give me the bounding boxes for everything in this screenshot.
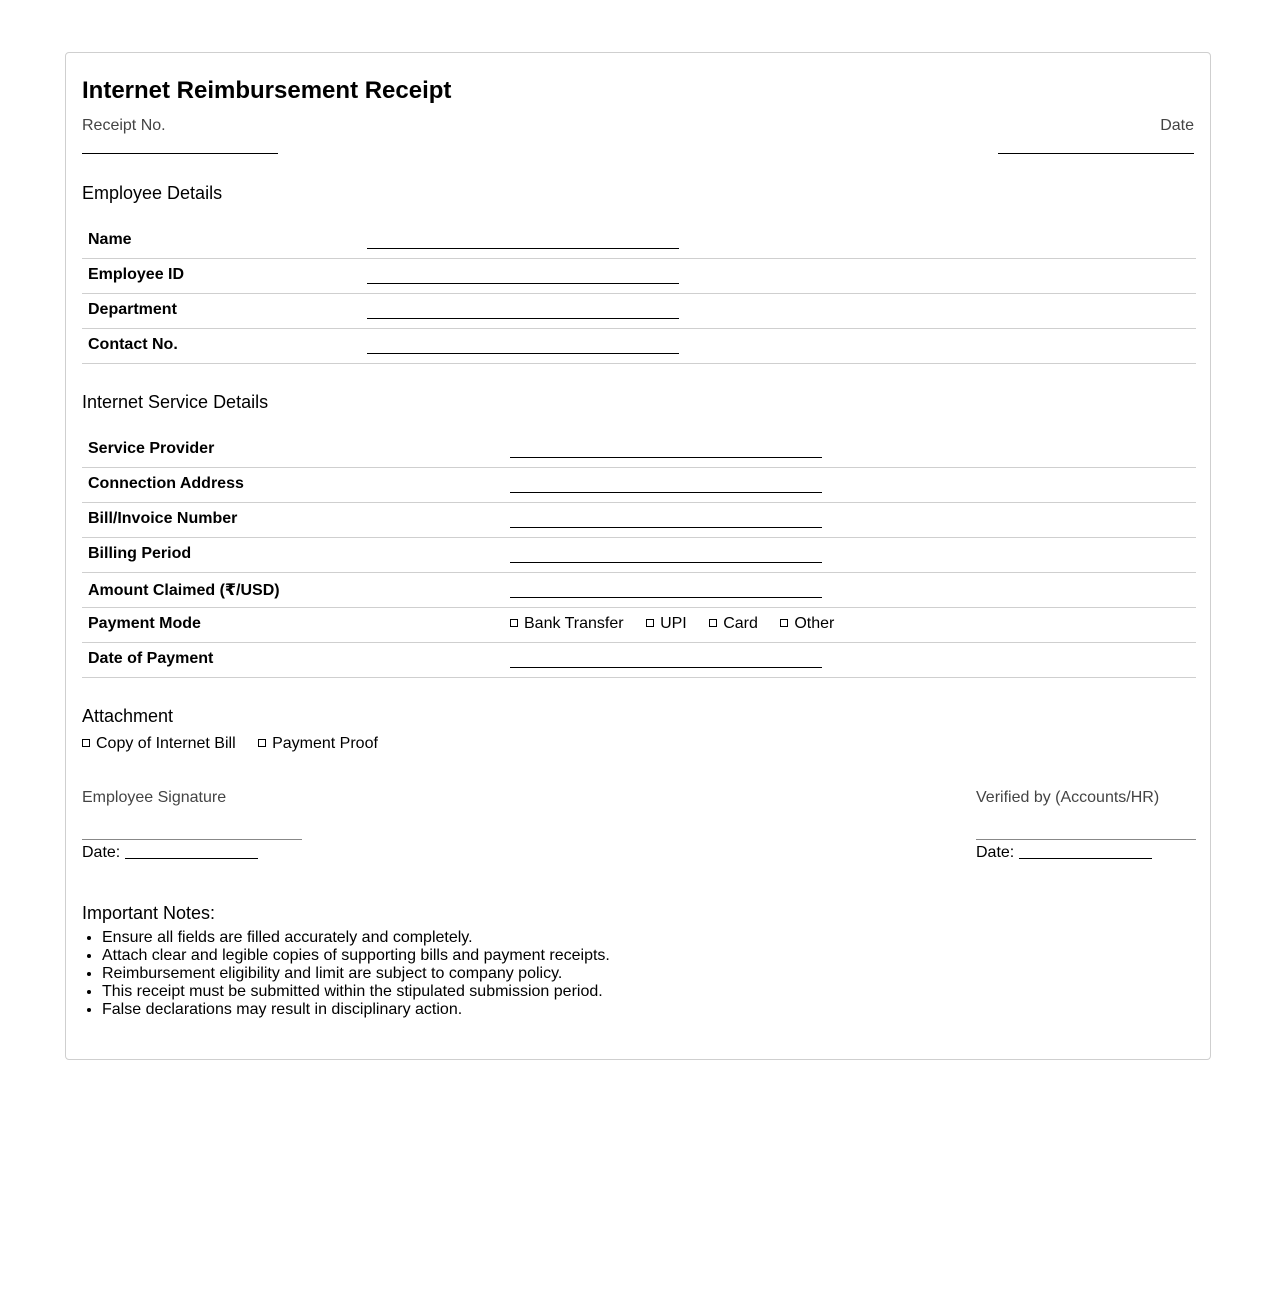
list-item: • Ensure all fields are filled accurately and completely. bbox=[102, 929, 610, 947]
payment-option-bank-transfer[interactable] bbox=[510, 615, 624, 633]
table-row bbox=[82, 538, 1196, 573]
employee-details-heading: Employee Details bbox=[82, 183, 223, 203]
department-label: Department bbox=[88, 301, 177, 318]
date-of-payment-label: Date of Payment bbox=[88, 650, 214, 667]
table-row bbox=[82, 329, 1196, 364]
table-row bbox=[82, 503, 1196, 538]
employee-signature-field[interactable] bbox=[82, 839, 302, 840]
option-label: Bank Transfer bbox=[524, 615, 624, 632]
option-label: Other bbox=[794, 615, 835, 632]
amount-claimed-label: Amount Claimed (₹/USD) bbox=[88, 582, 280, 599]
table-row bbox=[82, 294, 1196, 329]
connection-address-label: Connection Address bbox=[88, 475, 244, 492]
payment-option-upi[interactable] bbox=[646, 615, 687, 633]
verifier-signature-date bbox=[976, 844, 1152, 862]
attachment-option-payment-proof[interactable] bbox=[258, 735, 378, 753]
notes-heading: Important Notes: bbox=[82, 903, 216, 923]
payment-option-other[interactable] bbox=[780, 615, 834, 633]
notes-list bbox=[82, 929, 610, 1019]
option-label: Copy of Internet Bill bbox=[96, 735, 236, 752]
table-row bbox=[82, 468, 1196, 503]
checkbox-icon[interactable] bbox=[82, 739, 90, 747]
invoice-number-label: Bill/Invoice Number bbox=[88, 510, 238, 527]
page-title: Internet Reimbursement Receipt bbox=[82, 77, 452, 104]
list-item: • Attach clear and legible copies of supporting bills and payment receipts. bbox=[102, 947, 610, 965]
option-label: UPI bbox=[660, 615, 687, 632]
employee-date-field[interactable] bbox=[125, 844, 258, 859]
table-row bbox=[82, 573, 1196, 608]
attachment-heading: Attachment bbox=[82, 706, 174, 726]
checkbox-icon[interactable] bbox=[258, 739, 266, 747]
employee-details-table bbox=[82, 224, 1196, 364]
billing-period-field[interactable] bbox=[510, 562, 822, 563]
option-label: Payment Proof bbox=[272, 735, 378, 752]
billing-period-label: Billing Period bbox=[88, 545, 192, 562]
table-row bbox=[82, 224, 1196, 259]
name-label: Name bbox=[88, 231, 132, 248]
employee-signature-label: Employee Signature bbox=[82, 789, 227, 806]
service-provider-label: Service Provider bbox=[88, 440, 215, 457]
date-label: Date: bbox=[82, 844, 121, 861]
receipt-no-label: Receipt No. bbox=[82, 117, 166, 134]
department-field[interactable] bbox=[367, 318, 679, 319]
list-item: • This receipt must be submitted within the stipulated submission period. bbox=[102, 983, 610, 1001]
payment-mode-label: Payment Mode bbox=[88, 615, 201, 632]
name-field[interactable] bbox=[367, 248, 679, 249]
checkbox-icon[interactable] bbox=[510, 619, 518, 627]
amount-claimed-field[interactable] bbox=[510, 597, 822, 598]
payment-option-card[interactable] bbox=[709, 615, 758, 633]
table-row bbox=[82, 643, 1196, 678]
service-details-heading: Internet Service Details bbox=[82, 392, 269, 412]
option-label: Card bbox=[723, 615, 758, 632]
table-row bbox=[82, 259, 1196, 294]
contact-no-field[interactable] bbox=[367, 353, 679, 354]
verifier-date-field[interactable] bbox=[1019, 844, 1152, 859]
date-of-payment-field[interactable] bbox=[510, 667, 822, 668]
attachment-options bbox=[82, 735, 396, 753]
checkbox-icon[interactable] bbox=[780, 619, 788, 627]
list-item: • False declarations may result in disciplinary action. bbox=[102, 1001, 610, 1019]
checkbox-icon[interactable] bbox=[709, 619, 717, 627]
connection-address-field[interactable] bbox=[510, 492, 822, 493]
attachment-option-internet-bill[interactable] bbox=[82, 735, 236, 753]
employee-id-label: Employee ID bbox=[88, 266, 185, 283]
verifier-signature-field[interactable] bbox=[976, 839, 1196, 840]
table-row bbox=[82, 433, 1196, 468]
employee-id-field[interactable] bbox=[367, 283, 679, 284]
invoice-number-field[interactable] bbox=[510, 527, 822, 528]
receipt-no-field[interactable] bbox=[82, 153, 278, 154]
service-provider-field[interactable] bbox=[510, 457, 822, 458]
list-item: • Reimbursement eligibility and limit are subject to company policy. bbox=[102, 965, 610, 983]
contact-no-label: Contact No. bbox=[88, 336, 178, 353]
receipt-card bbox=[65, 52, 1211, 1060]
verifier-signature-label: Verified by (Accounts/HR) bbox=[976, 789, 1160, 806]
payment-mode-options bbox=[510, 615, 852, 633]
checkbox-icon[interactable] bbox=[646, 619, 654, 627]
service-details-table bbox=[82, 433, 1196, 678]
table-row bbox=[82, 608, 1196, 643]
date-label: Date: bbox=[976, 844, 1015, 861]
date-label: Date bbox=[1160, 117, 1194, 134]
date-field[interactable] bbox=[998, 153, 1194, 154]
employee-signature-date bbox=[82, 844, 258, 862]
